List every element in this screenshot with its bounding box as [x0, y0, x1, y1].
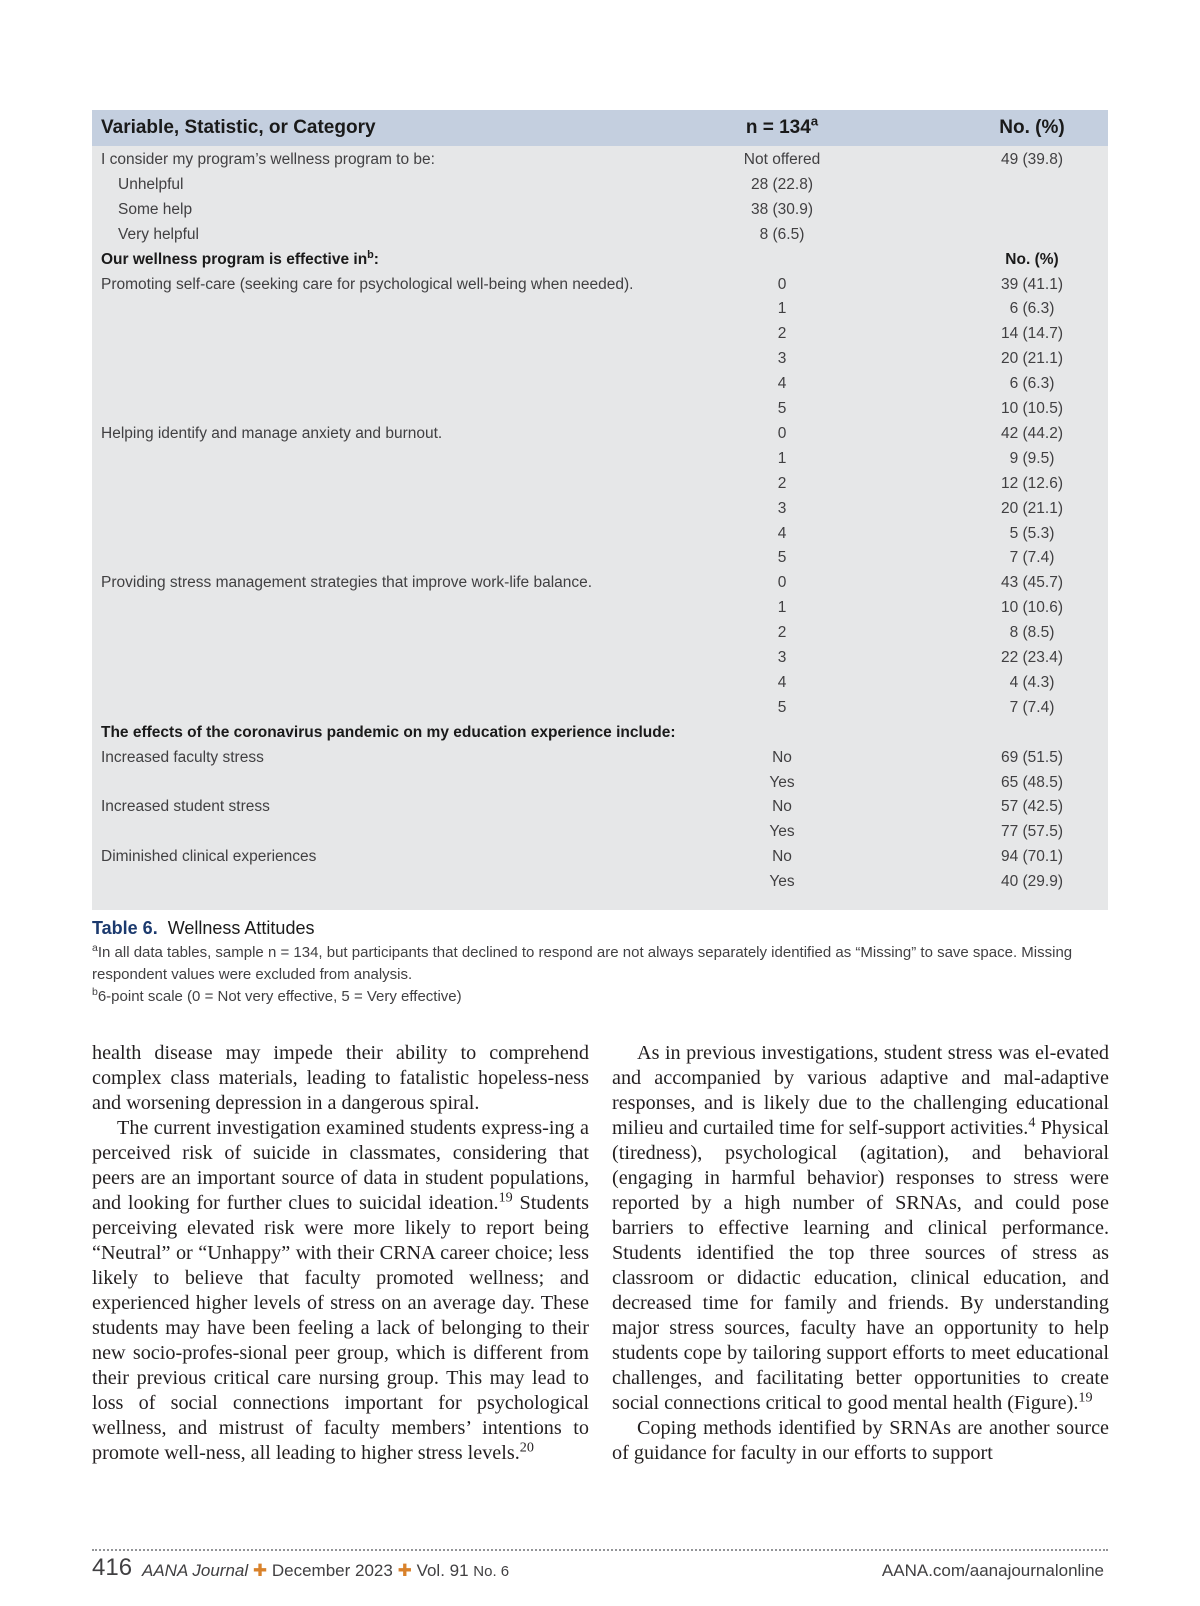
row-label: Providing stress management strategies that improve work-life balance.	[101, 574, 593, 592]
row-n-value: Yes	[769, 773, 795, 791]
journal-website-link[interactable]: AANA.com/aanajournalonline	[881, 1561, 1104, 1580]
row-n-value: 1	[777, 599, 787, 617]
row-n-value: 5	[777, 698, 787, 716]
row-n-value: 8 (6.5)	[759, 225, 805, 243]
row-n-value: 28 (22.8)	[750, 175, 814, 193]
row-label: Helping identify and manage anxiety and burnout.	[101, 424, 443, 442]
table-row	[92, 173, 1108, 198]
table-row	[92, 795, 1108, 820]
row-n-value: 5	[777, 400, 787, 417]
row-percent-value: 9 (9.5)	[1009, 449, 1055, 467]
body-column-left	[92, 1041, 589, 1466]
row-percent-value: 77 (57.5)	[1000, 823, 1064, 841]
row-n-value: 4	[777, 375, 787, 393]
row-n-value: No	[772, 798, 792, 816]
row-percent-value: No. (%)	[1005, 250, 1059, 268]
row-n-value: 1	[777, 300, 787, 318]
row-label: Increased faculty stress	[101, 748, 264, 766]
row-n-value: 38 (30.9)	[750, 200, 814, 218]
wellness-attitudes-table	[92, 110, 1108, 910]
table-row	[92, 596, 1108, 621]
row-n-value: 3	[777, 649, 787, 666]
table-row	[92, 721, 1108, 746]
row-percent-value: 4 (4.3)	[1009, 673, 1055, 691]
row-n-value: 1	[777, 449, 787, 467]
issue-number: No. 6	[473, 1563, 510, 1580]
row-percent-value: 42 (44.2)	[1000, 424, 1064, 442]
paragraph: health disease may impede their ability to comprehend complex class materials, leading to fatalistic hopeless-ness and worsening depression in a dangerous spiral.	[92, 1042, 589, 1114]
separator-icon: ✚	[397, 1561, 412, 1580]
journal-info	[142, 1561, 509, 1581]
row-percent-value: 43 (45.7)	[1000, 574, 1064, 592]
table-row	[92, 546, 1108, 571]
row-n-value: 2	[777, 624, 787, 642]
table-row	[92, 671, 1108, 696]
table-row	[92, 646, 1108, 671]
footnote-b: $^b$6-point scale (0 = Not very effective, 5 = Very effective)	[92, 986, 462, 1005]
row-percent-value: 65 (48.5)	[1000, 773, 1064, 791]
row-percent-value: 7 (7.4)	[1009, 698, 1055, 716]
table-row	[92, 273, 1108, 298]
row-n-value: Yes	[769, 823, 795, 841]
row-n-value: 0	[777, 574, 787, 592]
row-percent-value: 5 (5.3)	[1009, 524, 1055, 542]
table-caption	[92, 918, 1108, 1008]
row-n-value: No	[772, 848, 792, 866]
row-percent-value: 40 (29.9)	[1000, 873, 1064, 891]
row-percent-value: 49 (39.8)	[1000, 151, 1064, 168]
table-row	[92, 870, 1108, 895]
footer-divider	[92, 1549, 1108, 1551]
row-label: Increased student stress	[101, 798, 270, 816]
paragraph: As in previous investigations, student stress was el-evated and accompanied by various adaptive and mal-adaptive responses, and is likely due to the challenging educational milieu and curtailed time for self-support activities.$^4$ Physical (tiredness), psychological (agitation), and behavioral (engaging in harmful behavior) responses to stress were reported by a high number of SRNAs, and could pose barriers to effective learning and clinical performance. Students identified the top three sources of stress as classroom or didactic education, clinical education, and decreased time for family and friends. By understanding major stress sources, faculty have an opportunity to help students cope by tailoring support efforts to meet educational challenges, and facilitating better opportunities to create social connections critical to good mental health (Figure).$^{19}$	[612, 1042, 1109, 1414]
row-n-value: 0	[777, 275, 787, 293]
row-label: The effects of the coronavirus pandemic on my education experience include:	[101, 723, 676, 741]
row-n-value: No	[772, 748, 792, 766]
row-n-value: 2	[777, 474, 787, 492]
row-n-value: 2	[777, 325, 787, 343]
row-percent-value: 6 (6.3)	[1009, 375, 1055, 393]
row-percent-value: 20 (21.1)	[1000, 499, 1064, 517]
row-percent-value: 6 (6.3)	[1009, 300, 1055, 318]
page-footer	[92, 1554, 1108, 1587]
table-row	[92, 621, 1108, 646]
table-row	[92, 472, 1108, 497]
body-column-right	[612, 1041, 1109, 1466]
row-n-value: 3	[777, 499, 787, 517]
table-header-row	[92, 110, 1108, 146]
header-variable: Variable, Statistic, or Category	[101, 117, 376, 138]
table-row	[92, 198, 1108, 223]
table-row	[92, 297, 1108, 322]
table-row	[92, 845, 1108, 870]
caption-title	[92, 918, 1108, 942]
row-percent-value: 12 (12.6)	[1000, 474, 1064, 492]
separator-icon: ✚	[252, 1561, 268, 1580]
table-row	[92, 447, 1108, 472]
table-row	[92, 571, 1108, 596]
table-row	[92, 248, 1108, 273]
row-label: Diminished clinical experiences	[101, 848, 317, 866]
row-n-value: 4	[777, 524, 787, 542]
row-label: Our wellness program is effective $in^b$:	[101, 248, 379, 268]
table-row	[92, 372, 1108, 397]
issue-date: December 2023	[271, 1561, 393, 1580]
volume: Vol. 91	[416, 1561, 469, 1580]
page-number: 416	[92, 1554, 133, 1581]
row-percent-value: 94 (70.1)	[1000, 848, 1064, 866]
row-percent-value: 10 (10.6)	[1000, 599, 1064, 617]
footnote-a: $^a$In all data tables, sample n = 134, but participants that declined to respond are not always separately identified as “Missing” to save space. Missing respondent values were excluded from analysis.	[92, 942, 1073, 983]
row-n-value: 4	[777, 673, 787, 691]
header-percent: No. (%)	[999, 117, 1065, 138]
row-percent-value: 7 (7.4)	[1009, 549, 1055, 567]
table-row	[92, 347, 1108, 372]
row-n-value: 5	[777, 549, 787, 567]
table-row	[92, 696, 1108, 721]
row-percent-value: 22 (23.4)	[1000, 649, 1064, 666]
row-percent-value: 14 (14.7)	[1000, 325, 1064, 343]
table-row	[92, 771, 1108, 796]
caption-label: Table 6.	[92, 918, 158, 938]
paragraph: The current investigation examined students express-ing a perceived risk of suicide in classmates, considering that peers are an important source of data in student populations, and looking for further clues to suicidal ideation.$^{19}$ Students perceiving elevated risk were more likely to report being “Neutral” or “Unhappy” with their CRNA career choice; less likely to believe that faculty promoted wellness; and experienced higher levels of stress on an average day. These students may have been feeling a lack of belonging to their new socio-profes-sional peer group, which is different from their previous critical care nursing group. This may lead to loss of social connections important for psychological wellness, and mistrust of faculty members’ intentions to promote well-ness, all leading to higher stress levels.$^{20}$	[92, 1117, 590, 1464]
table-row	[92, 497, 1108, 522]
row-percent-value: 69 (51.5)	[1000, 748, 1064, 766]
table-row	[92, 397, 1108, 422]
table-row	[92, 522, 1108, 547]
row-n-value: Yes	[769, 873, 795, 891]
row-label: Some help	[118, 200, 193, 218]
row-label: I consider my program’s wellness program to be:	[101, 151, 435, 168]
row-label: Promoting self-care (seeking care for psychological well-being when needed).	[101, 275, 634, 293]
row-percent-value: 20 (21.1)	[1000, 350, 1064, 368]
table-row	[92, 746, 1108, 771]
row-percent-value: 8 (8.5)	[1009, 624, 1055, 642]
row-percent-value: 57 (42.5)	[1000, 798, 1064, 816]
row-label: Unhelpful	[118, 175, 184, 193]
row-n-value: 3	[777, 350, 787, 368]
journal-name: AANA Journal	[142, 1561, 249, 1580]
paragraph: Coping methods identified by SRNAs are another source of guidance for faculty in our efforts to support	[612, 1417, 1109, 1464]
header-n: $n = 134^a$	[745, 113, 819, 138]
row-n-value: Not offered	[743, 151, 821, 168]
row-percent-value: 39 (41.1)	[1000, 275, 1064, 293]
row-n-value: 0	[777, 424, 787, 442]
table-row	[92, 223, 1108, 248]
table-row	[92, 820, 1108, 845]
table-row	[92, 422, 1108, 447]
table-row	[92, 322, 1108, 347]
row-label: Very helpful	[118, 225, 199, 243]
row-percent-value: 10 (10.5)	[1000, 400, 1064, 417]
table-row	[92, 148, 1108, 173]
caption-text: Wellness Attitudes	[167, 918, 315, 938]
